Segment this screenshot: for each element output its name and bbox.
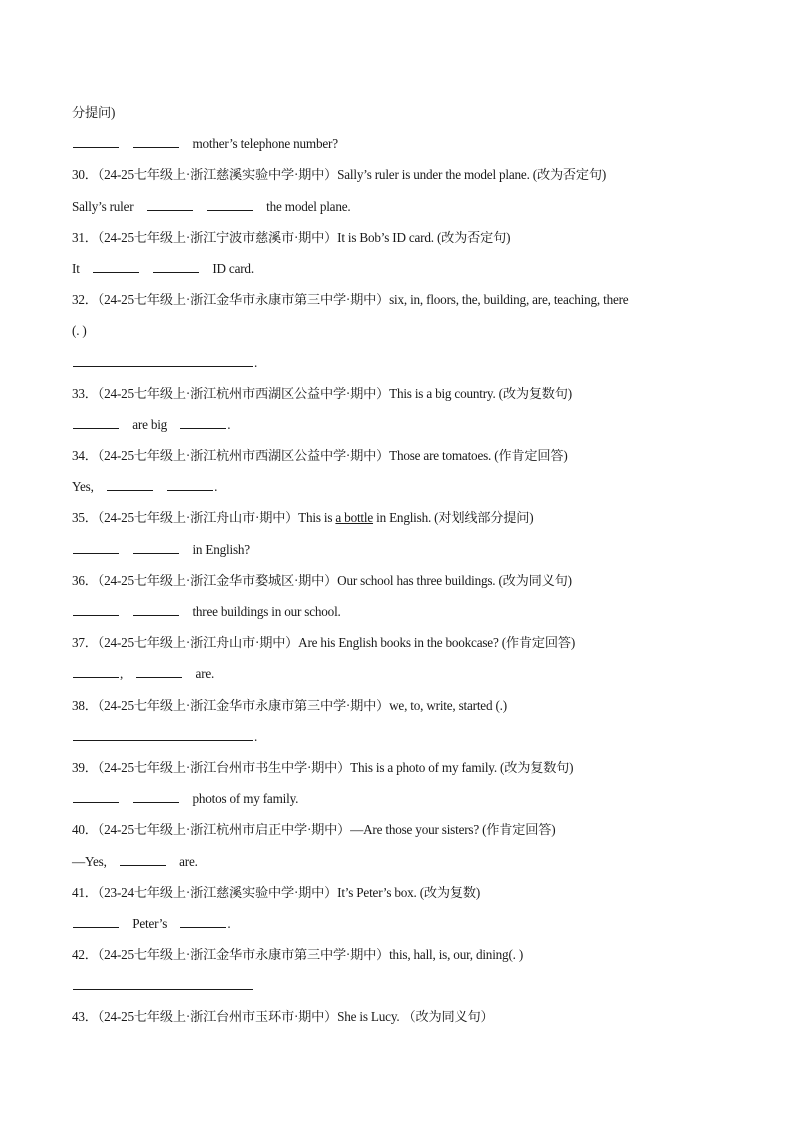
answer-blank[interactable]: [133, 790, 179, 803]
question-source: （24-25七年级上·浙江台州市玉环市·期中）: [97, 1009, 338, 1025]
answer-line-39: [72, 787, 732, 818]
question-source: （24-25七年级上·浙江金华市永康市第三中学·期中）: [97, 947, 390, 963]
answer-blank[interactable]: [73, 416, 119, 429]
answer-text: Peter’s: [132, 915, 168, 931]
question-number: 30．: [72, 167, 98, 183]
answer-blank[interactable]: [120, 853, 166, 866]
answer-blank[interactable]: [153, 260, 199, 273]
answer-line-37: [72, 662, 732, 693]
question-source: （24-25七年级上·浙江金华市永康市第三中学·期中）: [97, 697, 390, 713]
question-38: [72, 694, 732, 725]
answer-text: photos of my family.: [192, 791, 299, 807]
question-43: [72, 1005, 732, 1036]
answer-blank[interactable]: [73, 135, 119, 148]
answer-blank[interactable]: [147, 198, 193, 211]
question-text: She is Lucy. （改为同义句）: [337, 1009, 494, 1025]
question-32-continuation: [72, 319, 732, 350]
answer-blank[interactable]: [167, 478, 213, 491]
answer-line-29: [72, 132, 732, 163]
answer-text: in English?: [192, 541, 250, 557]
question-42: [72, 943, 732, 974]
answer-line-31: [72, 257, 732, 288]
question-29-continuation: [72, 101, 732, 132]
question-source: （24-25七年级上·浙江杭州市启正中学·期中）: [97, 822, 351, 838]
question-number: 35．: [72, 510, 98, 526]
answer-text: three buildings in our school.: [192, 604, 341, 619]
question-source: （23-24七年级上·浙江慈溪实验中学·期中）: [97, 884, 338, 900]
question-37: [72, 631, 732, 662]
question-text: Sally’s ruler is under the model plane. (改为否定句): [337, 167, 607, 183]
question-text: 分提问): [72, 105, 116, 120]
question-text: in English. (对划线部分提问): [373, 510, 534, 526]
question-text: Those are tomatoes. (作肯定回答): [389, 448, 568, 464]
question-text: This is a photo of my family. (改为复数句): [350, 759, 574, 775]
question-number: 41．: [72, 884, 98, 900]
answer-line-36: [72, 600, 732, 631]
question-source: （24-25七年级上·浙江舟山市·期中）: [97, 510, 299, 526]
answer-text: are.: [179, 853, 198, 869]
question-number: 38．: [72, 697, 98, 713]
question-number: 43．: [72, 1009, 98, 1025]
question-39: [72, 756, 732, 787]
question-source: （24-25七年级上·浙江宁波市慈溪市·期中）: [97, 229, 338, 245]
question-source: （24-25七年级上·浙江杭州市西湖区公益中学·期中）: [97, 385, 390, 401]
question-41: [72, 881, 732, 912]
question-number: 33．: [72, 385, 98, 401]
question-source: （24-25七年级上·浙江台州市书生中学·期中）: [97, 759, 351, 775]
question-30: [72, 163, 732, 194]
answer-text: are.: [195, 666, 215, 682]
answer-blank[interactable]: [133, 135, 179, 148]
answer-text: .: [254, 354, 258, 370]
question-35: [72, 506, 732, 537]
answer-line-34: [72, 475, 732, 506]
answer-line-40: [72, 850, 732, 881]
question-40: [72, 818, 732, 849]
question-number: 32．: [72, 292, 98, 308]
question-number: 31．: [72, 229, 98, 245]
underlined-phrase: a bottle: [335, 510, 374, 526]
question-text: (. ): [72, 323, 87, 339]
answer-blank[interactable]: [133, 603, 179, 616]
question-33: [72, 382, 732, 413]
answer-line-30: [72, 195, 732, 226]
question-number: 42．: [72, 947, 98, 963]
answer-blank[interactable]: [180, 416, 226, 429]
question-34: [72, 444, 732, 475]
answer-blank[interactable]: [180, 915, 226, 928]
question-text: Our school has three buildings. (改为同义句): [337, 572, 572, 588]
answer-text: —Yes,: [72, 853, 107, 869]
question-text: It is Bob’s ID card. (改为否定句): [337, 229, 511, 245]
question-36: [72, 569, 732, 600]
answer-text: mother’s telephone number?: [192, 136, 338, 152]
answer-text: .: [214, 479, 218, 495]
question-source: （24-25七年级上·浙江慈溪实验中学·期中）: [97, 167, 338, 183]
question-number: 39．: [72, 759, 98, 775]
answer-text: ID card.: [212, 260, 254, 276]
answer-text: Sally’s ruler: [72, 198, 134, 214]
answer-blank[interactable]: [73, 603, 119, 616]
answer-text: It: [72, 260, 80, 276]
question-text: This is a big country. (改为复数句): [389, 385, 572, 401]
answer-line-32: [72, 351, 732, 382]
answer-blank[interactable]: [73, 977, 253, 990]
answer-blank[interactable]: [73, 354, 253, 367]
answer-text: are big: [132, 416, 168, 432]
answer-blank[interactable]: [133, 541, 179, 554]
question-text: we, to, write, started (.): [389, 697, 507, 713]
question-number: 36．: [72, 572, 98, 588]
answer-blank[interactable]: [73, 541, 119, 554]
answer-line-33: [72, 413, 732, 444]
question-number: 37．: [72, 635, 98, 651]
answer-blank[interactable]: [73, 665, 119, 678]
answer-text: .: [227, 915, 231, 931]
answer-text: .: [254, 728, 258, 744]
question-number: 40．: [72, 822, 98, 838]
question-text: This is: [298, 510, 336, 526]
answer-text: .: [227, 416, 231, 432]
answer-blank[interactable]: [207, 198, 253, 211]
question-source: （24-25七年级上·浙江杭州市西湖区公益中学·期中）: [97, 448, 390, 464]
answer-blank[interactable]: [73, 915, 119, 928]
answer-line-42: [72, 974, 732, 1005]
question-list: [72, 101, 732, 1037]
question-text: Are his English books in the bookcase? (作肯定回答): [298, 635, 576, 651]
question-number: 34．: [72, 448, 98, 464]
answer-blank[interactable]: [107, 478, 153, 491]
question-source: （24-25七年级上·浙江金华市婺城区·期中）: [97, 572, 338, 588]
question-text: this, hall, is, our, dining(. ): [389, 947, 524, 963]
question-32: [72, 288, 732, 319]
question-31: [72, 226, 732, 257]
question-text: —Are those your sisters? (作肯定回答): [350, 822, 556, 838]
answer-blank[interactable]: [73, 728, 253, 741]
answer-blank[interactable]: [93, 260, 139, 273]
answer-line-35: [72, 538, 732, 569]
question-source: （24-25七年级上·浙江金华市永康市第三中学·期中）: [97, 292, 390, 308]
question-text: It’s Peter’s box. (改为复数): [337, 884, 481, 900]
answer-text: ,: [120, 666, 124, 682]
question-source: （24-25七年级上·浙江舟山市·期中）: [97, 635, 299, 651]
question-text: six, in, floors, the, building, are, teaching, there: [389, 292, 629, 308]
answer-text: the model plane.: [266, 198, 351, 214]
answer-text: Yes,: [72, 479, 94, 495]
answer-line-41: [72, 912, 732, 943]
answer-blank[interactable]: [136, 665, 182, 678]
answer-line-38: [72, 725, 732, 756]
answer-blank[interactable]: [73, 790, 119, 803]
